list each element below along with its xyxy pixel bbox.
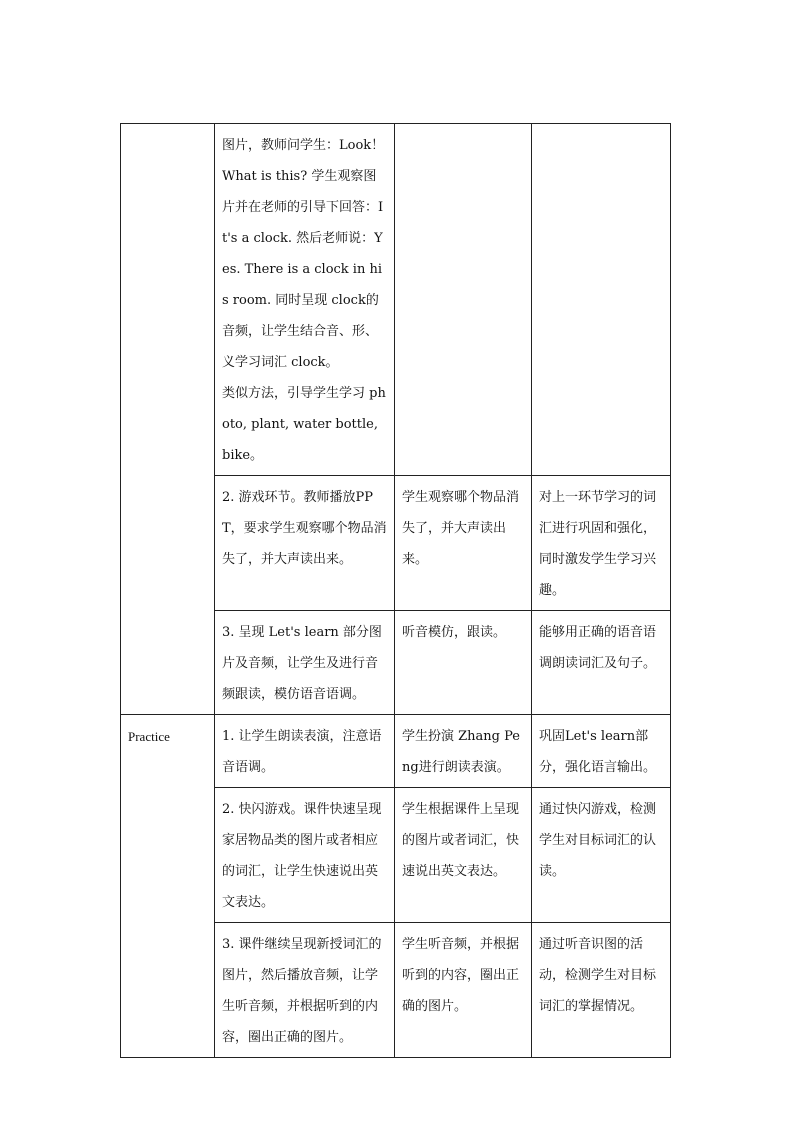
- purpose-cell: 通过听音识图的活动，检测学生对目标词汇的掌握情况。: [532, 923, 671, 1058]
- phase-cell: [121, 124, 215, 715]
- teacher-activity-text: 图片，教师问学生：Look！What is this? 学生观察图片并在老师的引导下回答：It's a clock. 然后老师说：Yes. There is a clock in his room. 同时呈现 clock的音频，让学生结合音、形、义学习词汇 clock。: [222, 138, 385, 370]
- teacher-activity-text: 3. 课件继续呈现新授词汇的图片，然后播放音频，让学生听音频，并根据听到的内容，圈出正确的图片。: [222, 937, 382, 1045]
- purpose-cell: 对上一环节学习的词汇进行巩固和强化，同时激发学生学习兴趣。: [532, 476, 671, 611]
- teacher-activity-cell: [215, 923, 395, 1058]
- student-activity-cell: [395, 124, 532, 476]
- purpose-cell: 巩固Let's learn部分，强化语言输出。: [532, 715, 671, 788]
- student-activity-cell: 学生观察哪个物品消失了，并大声读出来。: [395, 476, 532, 611]
- teacher-activity-cell: [215, 124, 395, 476]
- student-activity-cell: 听音模仿，跟读。: [395, 611, 532, 715]
- table-row: [121, 715, 671, 788]
- purpose-cell: [532, 124, 671, 476]
- teacher-activity-cell: [215, 611, 395, 715]
- teacher-activity-cell: [215, 476, 395, 611]
- student-activity-cell: 学生根据课件上呈现的图片或者词汇，快速说出英文表达。: [395, 788, 532, 923]
- teacher-activity-text: 2. 快闪游戏。课件快速呈现家居物品类的图片或者相应的词汇，让学生快速说出英文表达。: [222, 802, 382, 910]
- teacher-activity-cell: [215, 715, 395, 788]
- purpose-cell: 通过快闪游戏，检测学生对目标词汇的认读。: [532, 788, 671, 923]
- table-row: [121, 124, 671, 476]
- phase-cell-practice: Practice: [121, 715, 215, 1058]
- student-activity-cell: 学生扮演 Zhang Peng进行朗读表演。: [395, 715, 532, 788]
- teacher-activity-cell: [215, 788, 395, 923]
- lesson-plan-table: [120, 123, 671, 1058]
- teacher-activity-text: 类似方法，引导学生学习 photo, plant, water bottle, bike。: [222, 386, 386, 463]
- teacher-activity-text: 2. 游戏环节。教师播放PPT，要求学生观察哪个物品消失了，并大声读出来。: [222, 490, 387, 567]
- teacher-activity-text: 1. 让学生朗读表演，注意语音语调。: [222, 729, 382, 775]
- teacher-activity-text: 3. 呈现 Let's learn 部分图片及音频，让学生及进行音频跟读，模仿语音语调。: [222, 625, 382, 702]
- student-activity-cell: 学生听音频，并根据听到的内容，圈出正确的图片。: [395, 923, 532, 1058]
- purpose-cell: 能够用正确的语音语调朗读词汇及句子。: [532, 611, 671, 715]
